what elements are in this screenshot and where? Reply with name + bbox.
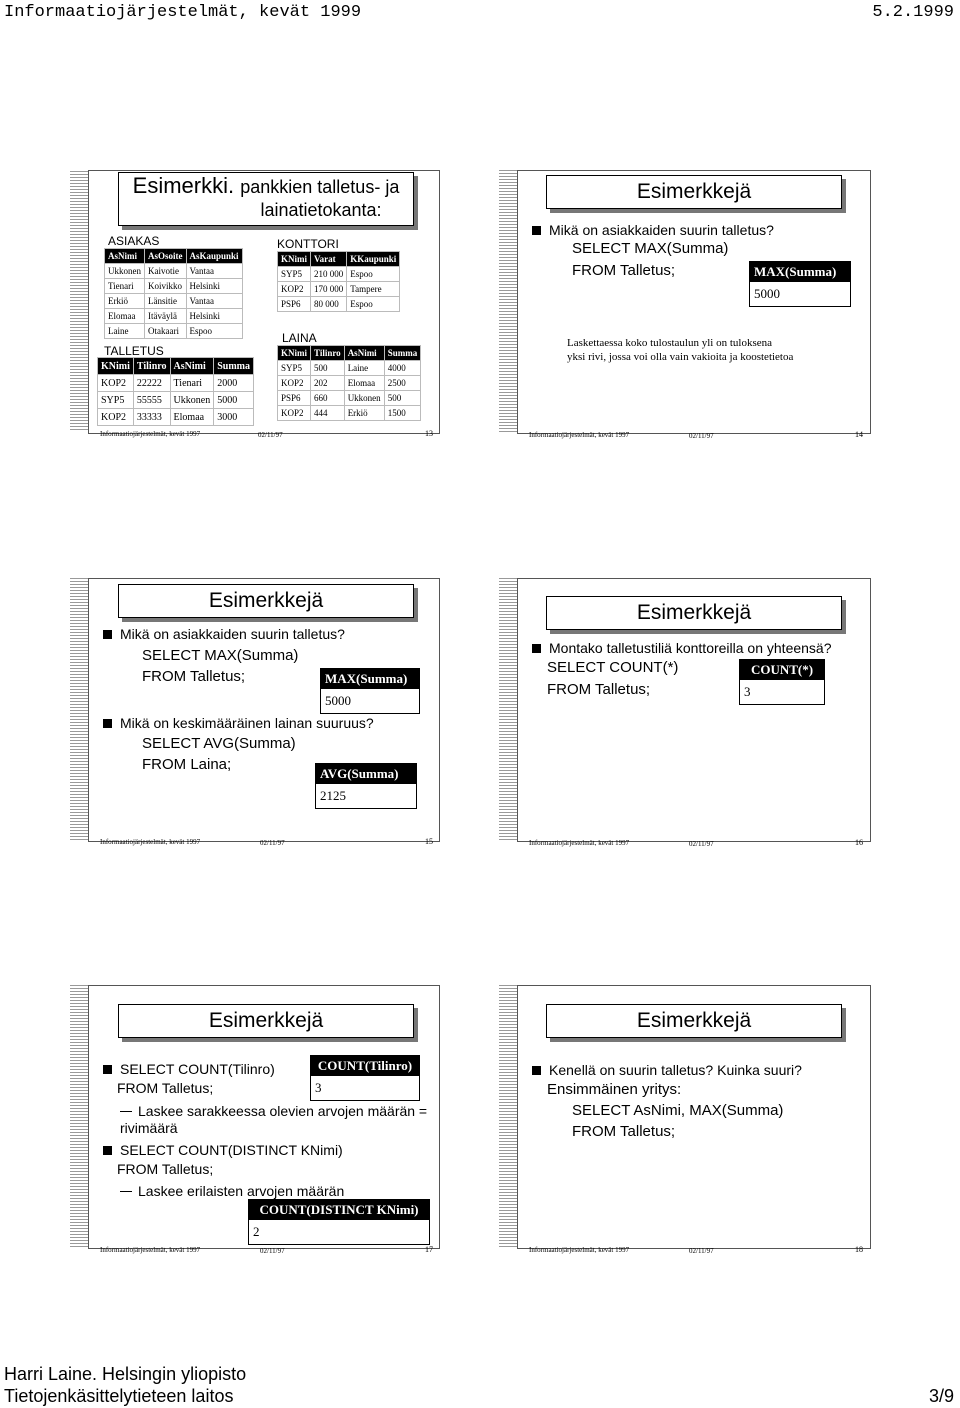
table-cell: Otakaari: [145, 324, 187, 339]
slide-number: 13: [425, 429, 433, 438]
bullet-square-icon: [103, 1065, 112, 1074]
slide-footer-course: Informaatiojärjestelmät, kevät 1997: [529, 431, 630, 439]
table-cell: Espoo: [347, 297, 400, 312]
sql-line-4: FROM Laina;: [142, 756, 232, 773]
table-row: [105, 324, 243, 339]
table-cell: 444: [311, 406, 345, 421]
table-cell: PSP6: [278, 391, 311, 406]
result-header: MAX(Summa): [321, 669, 419, 689]
bullet-question-1: Mikä on asiakkaiden suurin talletus?: [103, 626, 345, 642]
table-cell: Tienari: [170, 375, 214, 392]
konttori-table: [277, 251, 400, 312]
table-cell: Elomaa: [344, 376, 384, 391]
column-header: Summa: [214, 358, 254, 375]
table-row: [278, 361, 421, 376]
dash-icon: [120, 1111, 132, 1112]
slide-footer-course: Informaatiojärjestelmät, kevät 1997: [100, 1246, 201, 1254]
result-value: 3: [744, 684, 751, 699]
table-cell: 4000: [384, 361, 421, 376]
table-cell: Laine: [344, 361, 384, 376]
table-row: [278, 282, 400, 297]
bullet-question-2: Mikä on keskimääräinen lainan suuruus?: [103, 715, 374, 731]
slide-footer-date: 02/11/97: [258, 431, 283, 439]
sql-line-3: SELECT AVG(Summa): [142, 735, 296, 752]
slide-title: Esimerkkejä: [546, 1004, 842, 1038]
bullet-square-icon: [532, 226, 541, 235]
bullet-square-icon: [532, 1066, 541, 1075]
slide-footer-course: Informaatiojärjestelmät, kevät 1997: [529, 1246, 630, 1254]
result-header: COUNT(DISTINCT KNimi): [249, 1200, 429, 1220]
result-header: MAX(Summa): [750, 262, 850, 282]
sql-line-2: FROM Talletus;: [117, 1161, 214, 1177]
table-row: [278, 376, 421, 391]
table-header-row: [98, 358, 254, 375]
result-table-max: [320, 668, 420, 714]
table-cell: 22222: [133, 375, 170, 392]
title-line2: lainatietokanta:: [260, 200, 382, 220]
table-row: [278, 391, 421, 406]
sql-line-2: FROM Talletus;: [142, 668, 246, 685]
table-cell: Koivikko: [145, 279, 187, 294]
table-cell: Vantaa: [186, 264, 242, 279]
table-cell: KOP2: [98, 409, 134, 426]
result-header: AVG(Summa): [316, 764, 416, 784]
table-cell: 2500: [384, 376, 421, 391]
column-header: AsOsoite: [145, 249, 187, 264]
slide-footer-course: Informaatiojärjestelmät, kevät 1997: [100, 838, 201, 846]
table-header-row: [105, 249, 243, 264]
column-header: AsNimi: [105, 249, 145, 264]
result-table-count: [310, 1055, 420, 1101]
dash-note-1: Laskee sarakkeessa olevien arvojen määrän =: [120, 1103, 427, 1119]
talletus-table: [97, 357, 254, 426]
table-cell: PSP6: [278, 297, 311, 312]
table-cell: Tampere: [347, 282, 400, 297]
konttori-label: KONTTORI: [277, 237, 339, 251]
dash-note-2: Laskee erilaisten arvojen määrän: [120, 1183, 344, 1199]
bullet-count-distinct: SELECT COUNT(DISTINCT KNimi): [103, 1142, 343, 1158]
table-row: [105, 294, 243, 309]
result-header: COUNT(*): [740, 660, 824, 680]
sql-line-1: SELECT MAX(Summa): [572, 240, 729, 257]
slide-footer-date: 02/11/97: [689, 1247, 714, 1255]
table-cell: Espoo: [347, 267, 400, 282]
slide-footer-date: 02/11/97: [689, 432, 714, 440]
table-cell: Ukkonen: [344, 391, 384, 406]
dash-icon: [120, 1191, 132, 1192]
sql-line-1: FROM Talletus;: [117, 1080, 214, 1096]
bullet-square-icon: [103, 1146, 112, 1155]
table-row: [105, 264, 243, 279]
table-cell: KOP2: [278, 282, 311, 297]
table-cell: Espoo: [186, 324, 242, 339]
table-cell: Elomaa: [105, 309, 145, 324]
result-value: 2: [253, 1224, 260, 1239]
asiakas-label: ASIAKAS: [108, 234, 160, 248]
table-row: [278, 297, 400, 312]
slide-number: 15: [425, 837, 433, 846]
table-row: [98, 392, 254, 409]
slide-number: 14: [855, 430, 863, 439]
table-cell: SYP5: [278, 267, 311, 282]
note-line-2: yksi rivi, jossa voi olla vain vakioita ja koostetietoa: [567, 351, 794, 363]
page-header-left: Informaatiojärjestelmät, kevät 1999: [4, 3, 362, 22]
table-cell: Ukkonen: [105, 264, 145, 279]
table-cell: 202: [311, 376, 345, 391]
table-cell: Helsinki: [186, 279, 242, 294]
bullet-question: Kenellä on suurin talletus? Kuinka suuri?: [532, 1062, 802, 1078]
table-cell: Helsinki: [186, 309, 242, 324]
table-cell: Kaivotie: [145, 264, 187, 279]
result-table: [739, 659, 825, 705]
slide-title: Esimerkkejä: [118, 584, 414, 618]
slide-footer-course: Informaatiojärjestelmät, kevät 1997: [100, 430, 201, 438]
column-header: AsKaupunki: [186, 249, 242, 264]
slide-footer-date: 02/11/97: [260, 839, 285, 847]
slide-footer-course: Informaatiojärjestelmät, kevät 1997: [529, 839, 630, 847]
laina-label: LAINA: [282, 331, 317, 345]
table-cell: 1500: [384, 406, 421, 421]
column-header: AsNimi: [344, 346, 384, 361]
column-header: Tilinro: [133, 358, 170, 375]
laina-table: [277, 345, 421, 421]
dash-note-1-cont: rivimäärä: [120, 1120, 178, 1136]
bullet-square-icon: [103, 630, 112, 639]
result-table-distinct: [248, 1199, 430, 1245]
table-cell: KOP2: [278, 376, 311, 391]
slide-number: 16: [855, 838, 863, 847]
table-cell: Laine: [105, 324, 145, 339]
result-value: 3: [315, 1080, 322, 1095]
table-row: [278, 406, 421, 421]
footer-department: Tietojenkäsittelytieteen laitos: [4, 1386, 234, 1406]
table-cell: SYP5: [98, 392, 134, 409]
table-row: [105, 279, 243, 294]
table-cell: Vantaa: [186, 294, 242, 309]
column-header: KKaupunki: [347, 252, 400, 267]
table-cell: KOP2: [98, 375, 134, 392]
table-cell: 2000: [214, 375, 254, 392]
table-cell: Itäväylä: [145, 309, 187, 324]
bullet-square-icon: [103, 719, 112, 728]
sql-line-1: SELECT MAX(Summa): [142, 647, 299, 664]
table-cell: 33333: [133, 409, 170, 426]
table-cell: 210 000: [311, 267, 347, 282]
column-header: KNimi: [278, 346, 311, 361]
table-cell: 660: [311, 391, 345, 406]
column-header: KNimi: [98, 358, 134, 375]
table-cell: 170 000: [311, 282, 347, 297]
result-value: 2125: [320, 788, 346, 803]
table-row: [98, 409, 254, 426]
bullet-count-tilinro: SELECT COUNT(Tilinro): [103, 1061, 275, 1077]
table-cell: Erkiö: [105, 294, 145, 309]
table-cell: 500: [384, 391, 421, 406]
slide-footer-date: 02/11/97: [260, 1247, 285, 1255]
sql-line-1: SELECT AsNimi, MAX(Summa): [572, 1102, 784, 1119]
table-header-row: [278, 252, 400, 267]
column-header: Summa: [384, 346, 421, 361]
asiakas-table: [104, 248, 243, 339]
result-value: 5000: [325, 693, 351, 708]
title-rest: pankkien talletus- ja: [240, 177, 400, 197]
table-cell: Elomaa: [170, 409, 214, 426]
slide-title: Esimerkkejä: [118, 1004, 414, 1038]
table-cell: 5000: [214, 392, 254, 409]
talletus-label: TALLETUS: [104, 344, 164, 358]
table-header-row: [278, 346, 421, 361]
sql-line-2: FROM Talletus;: [547, 681, 651, 698]
bullet-square-icon: [532, 644, 541, 653]
slide-number: 17: [425, 1245, 433, 1254]
bullet-question: Montako talletustiliä konttoreilla on yhteensä?: [532, 640, 832, 656]
column-header: Tilinro: [311, 346, 345, 361]
table-cell: 500: [311, 361, 345, 376]
table-cell: KOP2: [278, 406, 311, 421]
table-cell: 3000: [214, 409, 254, 426]
sql-line-2: FROM Talletus;: [572, 1123, 676, 1140]
slide-title: Esimerkkejä: [546, 596, 842, 630]
footer-author: Harri Laine. Helsingin yliopisto: [4, 1364, 247, 1384]
column-header: Varat: [311, 252, 347, 267]
table-cell: Tienari: [105, 279, 145, 294]
table-cell: Länsitie: [145, 294, 187, 309]
title-main: Esimerkki.: [132, 173, 235, 198]
slide-footer-date: 02/11/97: [689, 840, 714, 848]
result-header: COUNT(Tilinro): [311, 1056, 419, 1076]
table-row: [278, 267, 400, 282]
column-header: AsNimi: [170, 358, 214, 375]
slide-title: Esimerkkejä: [546, 175, 842, 209]
bullet-question: Mikä on asiakkaiden suurin talletus?: [532, 222, 774, 238]
result-value: 5000: [754, 286, 780, 301]
slide-number: 18: [855, 1245, 863, 1254]
table-row: [105, 309, 243, 324]
table-cell: Ukkonen: [170, 392, 214, 409]
footer-page-number: 3/9: [928, 1386, 954, 1406]
note-line-1: Laskettaessa koko tulostaulun yli on tuloksena: [567, 337, 772, 349]
table-cell: SYP5: [278, 361, 311, 376]
result-table-avg: [315, 763, 417, 809]
column-header: KNimi: [278, 252, 311, 267]
sql-line-1: SELECT COUNT(*): [547, 659, 679, 676]
slide-title: [118, 172, 414, 226]
table-row: [98, 375, 254, 392]
table-cell: Erkiö: [344, 406, 384, 421]
page-header-date: 5.2.1999: [872, 3, 954, 22]
result-table: [749, 261, 851, 307]
table-cell: 55555: [133, 392, 170, 409]
sql-line-2: FROM Talletus;: [572, 262, 676, 279]
table-cell: 80 000: [311, 297, 347, 312]
text-line-1: Ensimmäinen yritys:: [547, 1081, 682, 1098]
